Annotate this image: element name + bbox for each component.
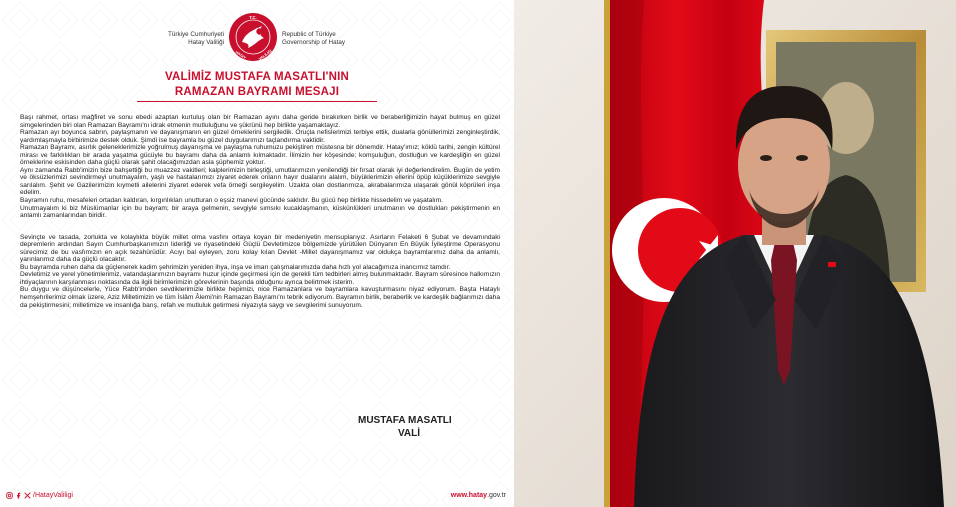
footer-website [451,492,506,499]
message-title-line1: VALİMİZ MUSTAFA MASATLI'NIN [164,71,350,83]
instagram-icon [6,492,13,499]
footer-site-bold: www.hatay [450,492,488,499]
paragraph: Devletimiz ve yerel yönetimlerimiz, vatandaşlarımızın bayramı huzur içinde geçirmesi için de gerekli tüm tedbirleri almış bulunmaktadır. Bayram süresince halkımızın ihtiyaçlarının karşılanması noktasında da ilgili birimlerimizin görevlerinin başında olduğunu ayrıca belirtmek isterim. [20,271,500,286]
paragraph-gap [20,220,500,234]
paragraph: Aynı zamanda Rabb'imizin bize bahşettiği bu muazzez vakitleri; kalplerimizin birleştiği, umutlarımızın yenilendiği bir fırsat olarak iyi değerlendirelim. Bugün de yetim ve öksüzlerimizi sevindirmeyi unutmayalım, yaşlı ve hastalarımızı ziyaret ederek onların hayır dualarını alalım, büyüklerimizin ellerini öpüp küçüklerimize sevgiyle sarılalım. Şehit ve Gazilerimizin kıymetli ailelerini ziyaret ederek vefa örneği sergileyelim. Uzakta olan dostlarımıza, akrabalarımıza ulaşarak gönül köprüleri inşa edelim. [20,166,500,197]
paragraph: Bu duygu ve düşüncelerle, Yüce Rabb'imden sevdiklerimizle birlikte hepimizi, nice Ramazanlara ve bayramlara kavuşturmasını niyaz ediyorum. Başta Hataylı hemşehrilerimiz olmak üzere, Aziz Milletimizin ve tüm İslâm Âlemi'nin Ramazan Bayramı'nı tebrik ediyorum. Bayramın birlik, beraberlik ve kardeşlik bağlarımızı daha da pekiştirmesini; milletimize ve insanlığa barış, refah ve mutluluk getirmesi niyazıyla saygı ve sevgilerimi sunuyorum. [20,286,500,309]
flag-pole [604,0,610,507]
header-right-line1: Republic of Türkiye [282,31,336,38]
signature-role: VALİ [398,428,421,439]
seal-top-text: T.C. [249,15,257,21]
message-title-line2: RAMAZAN BAYRAMI MESAJI [174,86,340,98]
signature-name: MUSTAFA MASATLI [358,415,452,426]
seal-right-text: VALİLİĞİ [258,49,273,62]
paragraph: Sevinçte ve tasada, zorlukta ve kolaylıkta büyük millet olma vasfını ortaya koyan bir medeniyetin mensuplarıyız. Asırların Felaketi 6 Şubat ve devamındaki depremlerin ardından Sayın Cumhurbaşkanımızın liderliği ve riyasetindeki Güçlü Devletimizce bölgemizde yürütülen Dünyanın En Büyük İyileştirme Operasyonu sürecimiz de bu vasfımızın en açık tezahürüdür. Acıyı bal eyleyen, zoru kolay kılan Devlet -Millet dayanışmamız var oldukça bayramlarımız daha da anlamlı, yarınlarımız daha da güçlü olacaktır. [20,233,500,264]
paragraph: Ramazan Bayramı, asırlık geleneklerimizle yoğrulmuş dayanışma ve paylaşma ruhumuzu pekiştiren müstesna bir dönemdir. Hatay'ımız; köklü tarihi, zengin kültürel mirası ve farklılıkları bir arada yaşatma gücüyle bu bayramı daha da anlamlı kılmaktadır. İlimizin her köşesinde; komşuluğun, dostluğun ve kardeşliğin en güzel örneklerine eskisinden daha güçlü olarak şahit olacağımızdan asla şüphemiz yoktur. [20,144,500,167]
footer-social [6,492,73,499]
seal-left-text: HATAY [234,50,247,61]
footer-social-handle: /HatayValiligi [33,492,73,499]
signature-block [358,414,498,440]
message-body [20,114,500,309]
governorship-seal-icon [228,12,278,62]
paragraph: Başı rahmet, ortası mağfiret ve sonu ebedi azaptan kurtuluş olan bir Ramazan ayını daha geride bırakırken birlik ve beraberliğimizin hayat bulmuş en güzel simgelerinden biri olan Ramazan Bayramı'nı idrak etmenin mutluluğunu ve şükrünü hep birlikte yaşamaktayız. [20,114,500,129]
header-left-line1: Türkiye Cumhuriyeti [168,31,224,38]
paragraph: Bu bayramda ruhen daha da güçlenerek kadim şehrimizin yeniden ihya, inşa ve imarı çalışmalarımızda daha hızlı yol alacağımıza inancımız tamdır. [20,263,451,271]
header-right-text [282,31,372,47]
paragraph: Unutmayalım ki biz Müslümanlar için bu bayram; bir araya gelmenin, sevgiyle sımsıkı kucaklaşmanın, küskünlükleri unutmanın ve dostlukları pekiştirmenin en anlamlı zamanlarından biridir. [20,204,500,220]
paragraph: Bayramın ruhu, mesafeleri ortadan kaldıran, kırgınlıkları unutturan o eşsiz manevi gücünde saklıdır. Bu gücü hep birlikte hissedelim ve yaşatalım. [20,197,443,205]
header-right-line2: Governorship of Hatay [282,39,345,46]
governor-photo [514,0,956,507]
paragraph: Ramazan ayı boyunca sabrın, paylaşmanın ve dayanışmanın en güzel örneklerini sergiledik. Oruçla nefislerimizi terbiye ettik, dualarla gönüllerimizi zenginleştirdik, yardımlaşmayla birbirimize destek olduk. Şimdi ise bayramla bu güzel duygularımızı taçlandırma vaktidir. [20,129,500,144]
x-icon [24,492,31,499]
footer-site-rest: .gov.tr [487,492,506,499]
header-left-text [150,31,224,47]
title-divider [137,101,377,102]
header-left-line2: Hatay Valiliği [188,39,224,46]
facebook-icon [15,492,22,499]
